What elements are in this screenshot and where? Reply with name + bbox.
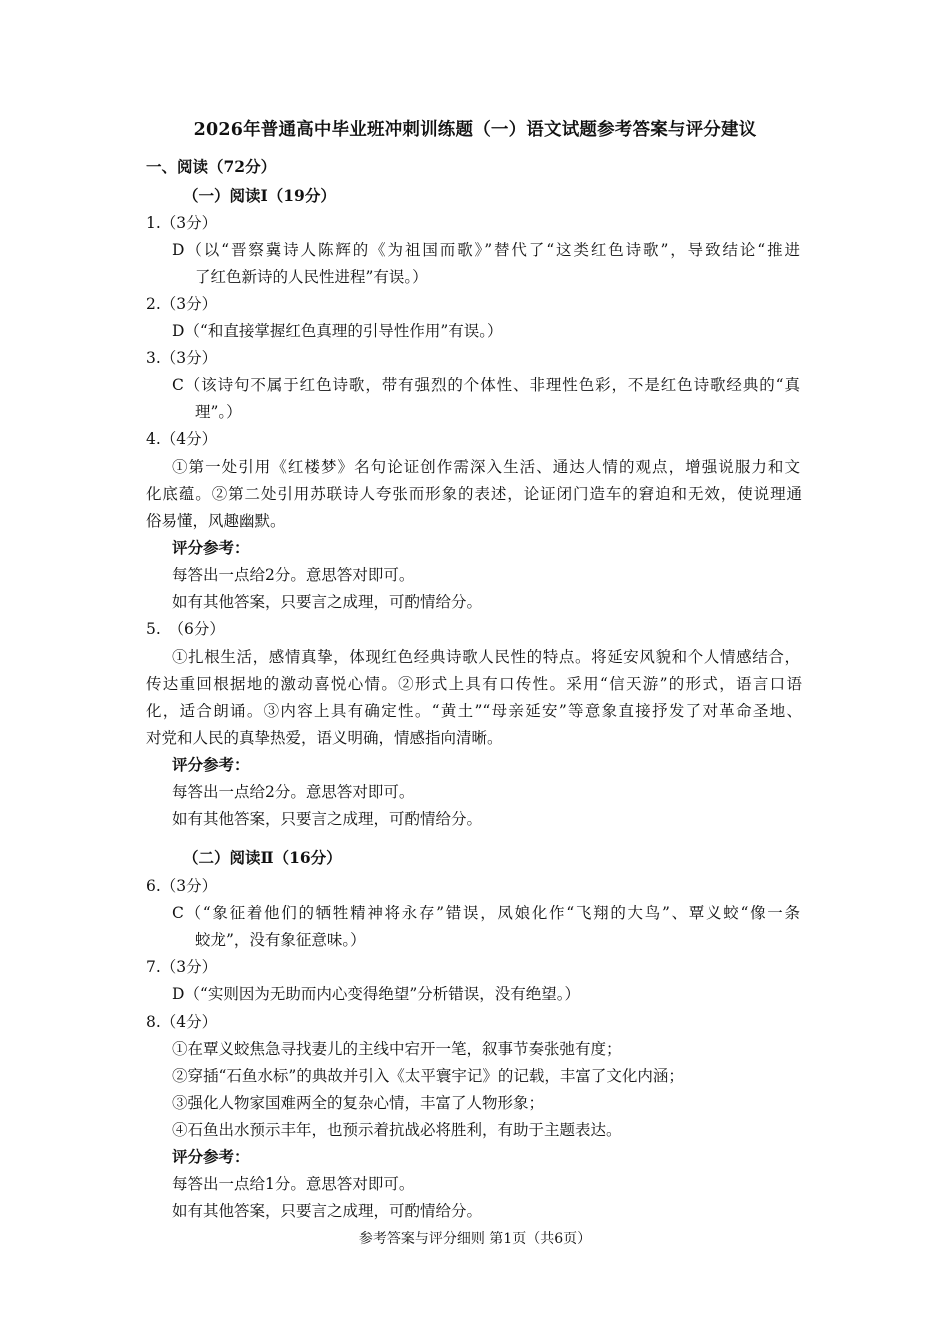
question-1-label: 1.（3分） bbox=[146, 214, 218, 232]
question-5-scoring-heading: 评分参考： bbox=[172, 755, 250, 774]
question-2-answer: D（“和直接掌握红色真理的引导性作用”有误。） bbox=[172, 322, 503, 340]
question-1-answer-line-2: 了红色新诗的人民性进程”有误。） bbox=[195, 268, 428, 286]
question-3-answer-line-1: C（该诗句不属于红色诗歌，带有强烈的个体性、非理性色彩，不是红色诗歌经典的“真 bbox=[172, 376, 800, 394]
question-8-answer-point-3: ③强化人物家国难两全的复杂心情，丰富了人物形象； bbox=[172, 1094, 545, 1112]
question-4-scoring-rule-2: 如有其他答案，只要言之成理，可酌情给分。 bbox=[172, 593, 483, 611]
question-8-answer-point-4: ④石鱼出水预示丰年，也预示着抗战必将胜利，有助于主题表达。 bbox=[172, 1121, 622, 1139]
question-2-label: 2.（3分） bbox=[146, 295, 218, 313]
question-6-label: 6.（3分） bbox=[146, 877, 218, 895]
question-3-label: 3.（3分） bbox=[146, 349, 218, 367]
question-1-answer-line-1: D（以“晋察冀诗人陈辉的《为祖国而歌》”替代了“这类红色诗歌”，导致结论“推进 bbox=[172, 241, 800, 259]
question-8-scoring-heading: 评分参考： bbox=[172, 1147, 250, 1166]
page-footer: 参考答案与评分细则 第1页（共6页） bbox=[358, 1231, 592, 1247]
question-5-label: 5. （6分） bbox=[146, 620, 225, 638]
question-8-label: 8.（4分） bbox=[146, 1013, 218, 1031]
question-4-label: 4.（4分） bbox=[146, 430, 218, 448]
question-4-answer-line-2: 化底蕴。②第二处引用苏联诗人夸张而形象的表述，论证闭门造车的窘迫和无效，使说理通 bbox=[146, 485, 802, 503]
document-title: 2026年普通高中毕业班冲刺训练题（一）语文试题参考答案与评分建议 bbox=[193, 120, 757, 140]
question-5-answer-line-4: 对党和人民的真挚热爱，语义明确，情感指向清晰。 bbox=[146, 729, 503, 747]
question-8-answer-point-2: ②穿插“石鱼水标”的典故并引入《太平寰宇记》的记载，丰富了文化内涵； bbox=[172, 1067, 684, 1085]
question-8-answer-point-1: ①在覃义蛟焦急寻找妻儿的主线中宕开一笔，叙事节奏张弛有度； bbox=[172, 1040, 622, 1058]
question-5-answer-line-2: 传达重回根据地的激动喜悦心情。②形式上具有口传性。采用“信天游”的形式，语言口语 bbox=[146, 675, 802, 693]
section-reading-heading: 一、阅读（72分） bbox=[146, 157, 277, 176]
question-5-scoring-rule-1: 每答出一点给2分。意思答对即可。 bbox=[172, 783, 415, 801]
question-4-scoring-heading: 评分参考： bbox=[172, 538, 250, 557]
question-8-scoring-rule-1: 每答出一点给1分。意思答对即可。 bbox=[172, 1175, 415, 1193]
question-4-scoring-rule-1: 每答出一点给2分。意思答对即可。 bbox=[172, 566, 415, 584]
question-4-answer-line-3: 俗易懂，风趣幽默。 bbox=[146, 512, 286, 530]
question-5-answer-line-1: ①扎根生活，感情真挚，体现红色经典诗歌人民性的特点。将延安风貌和个人情感结合， bbox=[172, 648, 800, 666]
question-4-answer-line-1: ①第一处引用《红楼梦》名句论证创作需深入生活、通达人情的观点，增强说服力和文 bbox=[172, 458, 800, 476]
question-6-answer-line-1: C（“象征着他们的牺牲精神将永存”错误，凤娘化作“飞翔的大鸟”、覃义蛟“像一条 bbox=[172, 904, 800, 922]
question-3-answer-line-2: 理”。） bbox=[195, 403, 242, 421]
question-5-scoring-rule-2: 如有其他答案，只要言之成理，可酌情给分。 bbox=[172, 810, 483, 828]
subsection-reading-1-heading: （一）阅读Ⅰ（19分） bbox=[183, 186, 336, 205]
subsection-reading-2-heading: （二）阅读Ⅱ（16分） bbox=[183, 848, 342, 867]
question-7-answer: D（“实则因为无助而内心变得绝望”分析错误，没有绝望。） bbox=[172, 985, 581, 1003]
question-8-scoring-rule-2: 如有其他答案，只要言之成理，可酌情给分。 bbox=[172, 1202, 483, 1220]
question-5-answer-line-3: 化，适合朗诵。③内容上具有确定性。“黄土”“母亲延安”等意象直接抒发了对革命圣地、 bbox=[146, 702, 802, 720]
question-7-label: 7.（3分） bbox=[146, 958, 218, 976]
question-6-answer-line-2: 蛟龙”，没有象征意味。） bbox=[195, 931, 366, 949]
